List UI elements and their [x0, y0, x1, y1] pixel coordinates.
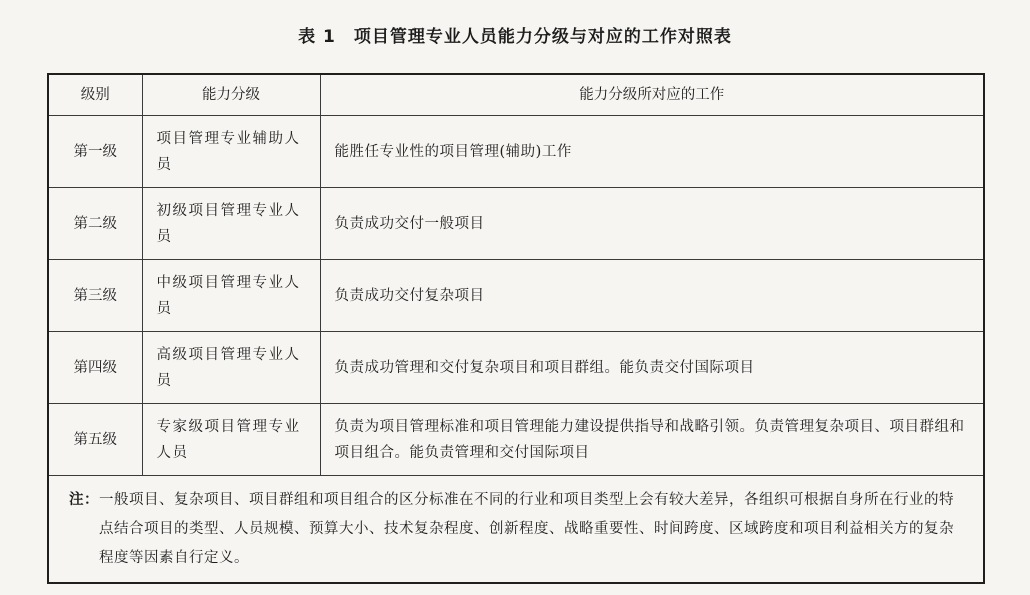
ability-cell: 高级项目管理专业人员: [142, 332, 320, 404]
header-row: [48, 74, 984, 116]
ability-cell: 初级项目管理专业人员: [142, 188, 320, 260]
work-cell: 负责成功交付复杂项目: [320, 260, 984, 332]
table-row: [48, 116, 984, 188]
work-cell: 负责成功交付一般项目: [320, 188, 984, 260]
table-title: 项目管理专业人员能力分级与对应的工作对照表: [353, 27, 732, 47]
header-ability: 能力分级: [142, 74, 320, 116]
table-caption: [0, 22, 1030, 47]
level-cell: 第一级: [48, 116, 142, 188]
table-number: 表 1: [298, 27, 336, 47]
work-cell: 能胜任专业性的项目管理(辅助)工作: [320, 116, 984, 188]
work-cell: 负责成功管理和交付复杂项目和项目群组。能负责交付国际项目: [320, 332, 984, 404]
ability-cell: 专家级项目管理专业人员: [142, 404, 320, 476]
level-cell: 第三级: [48, 260, 142, 332]
level-cell: 第五级: [48, 404, 142, 476]
header-level: 级别: [48, 74, 142, 116]
note-cell: [48, 476, 984, 584]
ability-cell: 中级项目管理专业人员: [142, 260, 320, 332]
note-text: 一般项目、复杂项目、项目群组和项目组合的区分标准在不同的行业和项目类型上会有较大差异，各组织可根据自身所在行业的特点结合项目的类型、人员规模、预算大小、技术复杂程度、创新程度、战略重要性、时间跨度、区域跨度和项目利益相关方的复杂程度等因素自行定义。: [99, 492, 954, 566]
table-row: [48, 404, 984, 476]
level-cell: 第二级: [48, 188, 142, 260]
note-label: 注：: [69, 491, 99, 508]
level-cell: 第四级: [48, 332, 142, 404]
table-row: [48, 332, 984, 404]
header-work: 能力分级所对应的工作: [320, 74, 984, 116]
note-row: [48, 476, 984, 584]
ability-cell: 项目管理专业辅助人员: [142, 116, 320, 188]
table-row: [48, 260, 984, 332]
ability-level-table: [47, 73, 985, 584]
work-cell: 负责为项目管理标准和项目管理能力建设提供指导和战略引领。负责管理复杂项目、项目群组和项目组合。能负责管理和交付国际项目: [320, 404, 984, 476]
table-row: [48, 188, 984, 260]
